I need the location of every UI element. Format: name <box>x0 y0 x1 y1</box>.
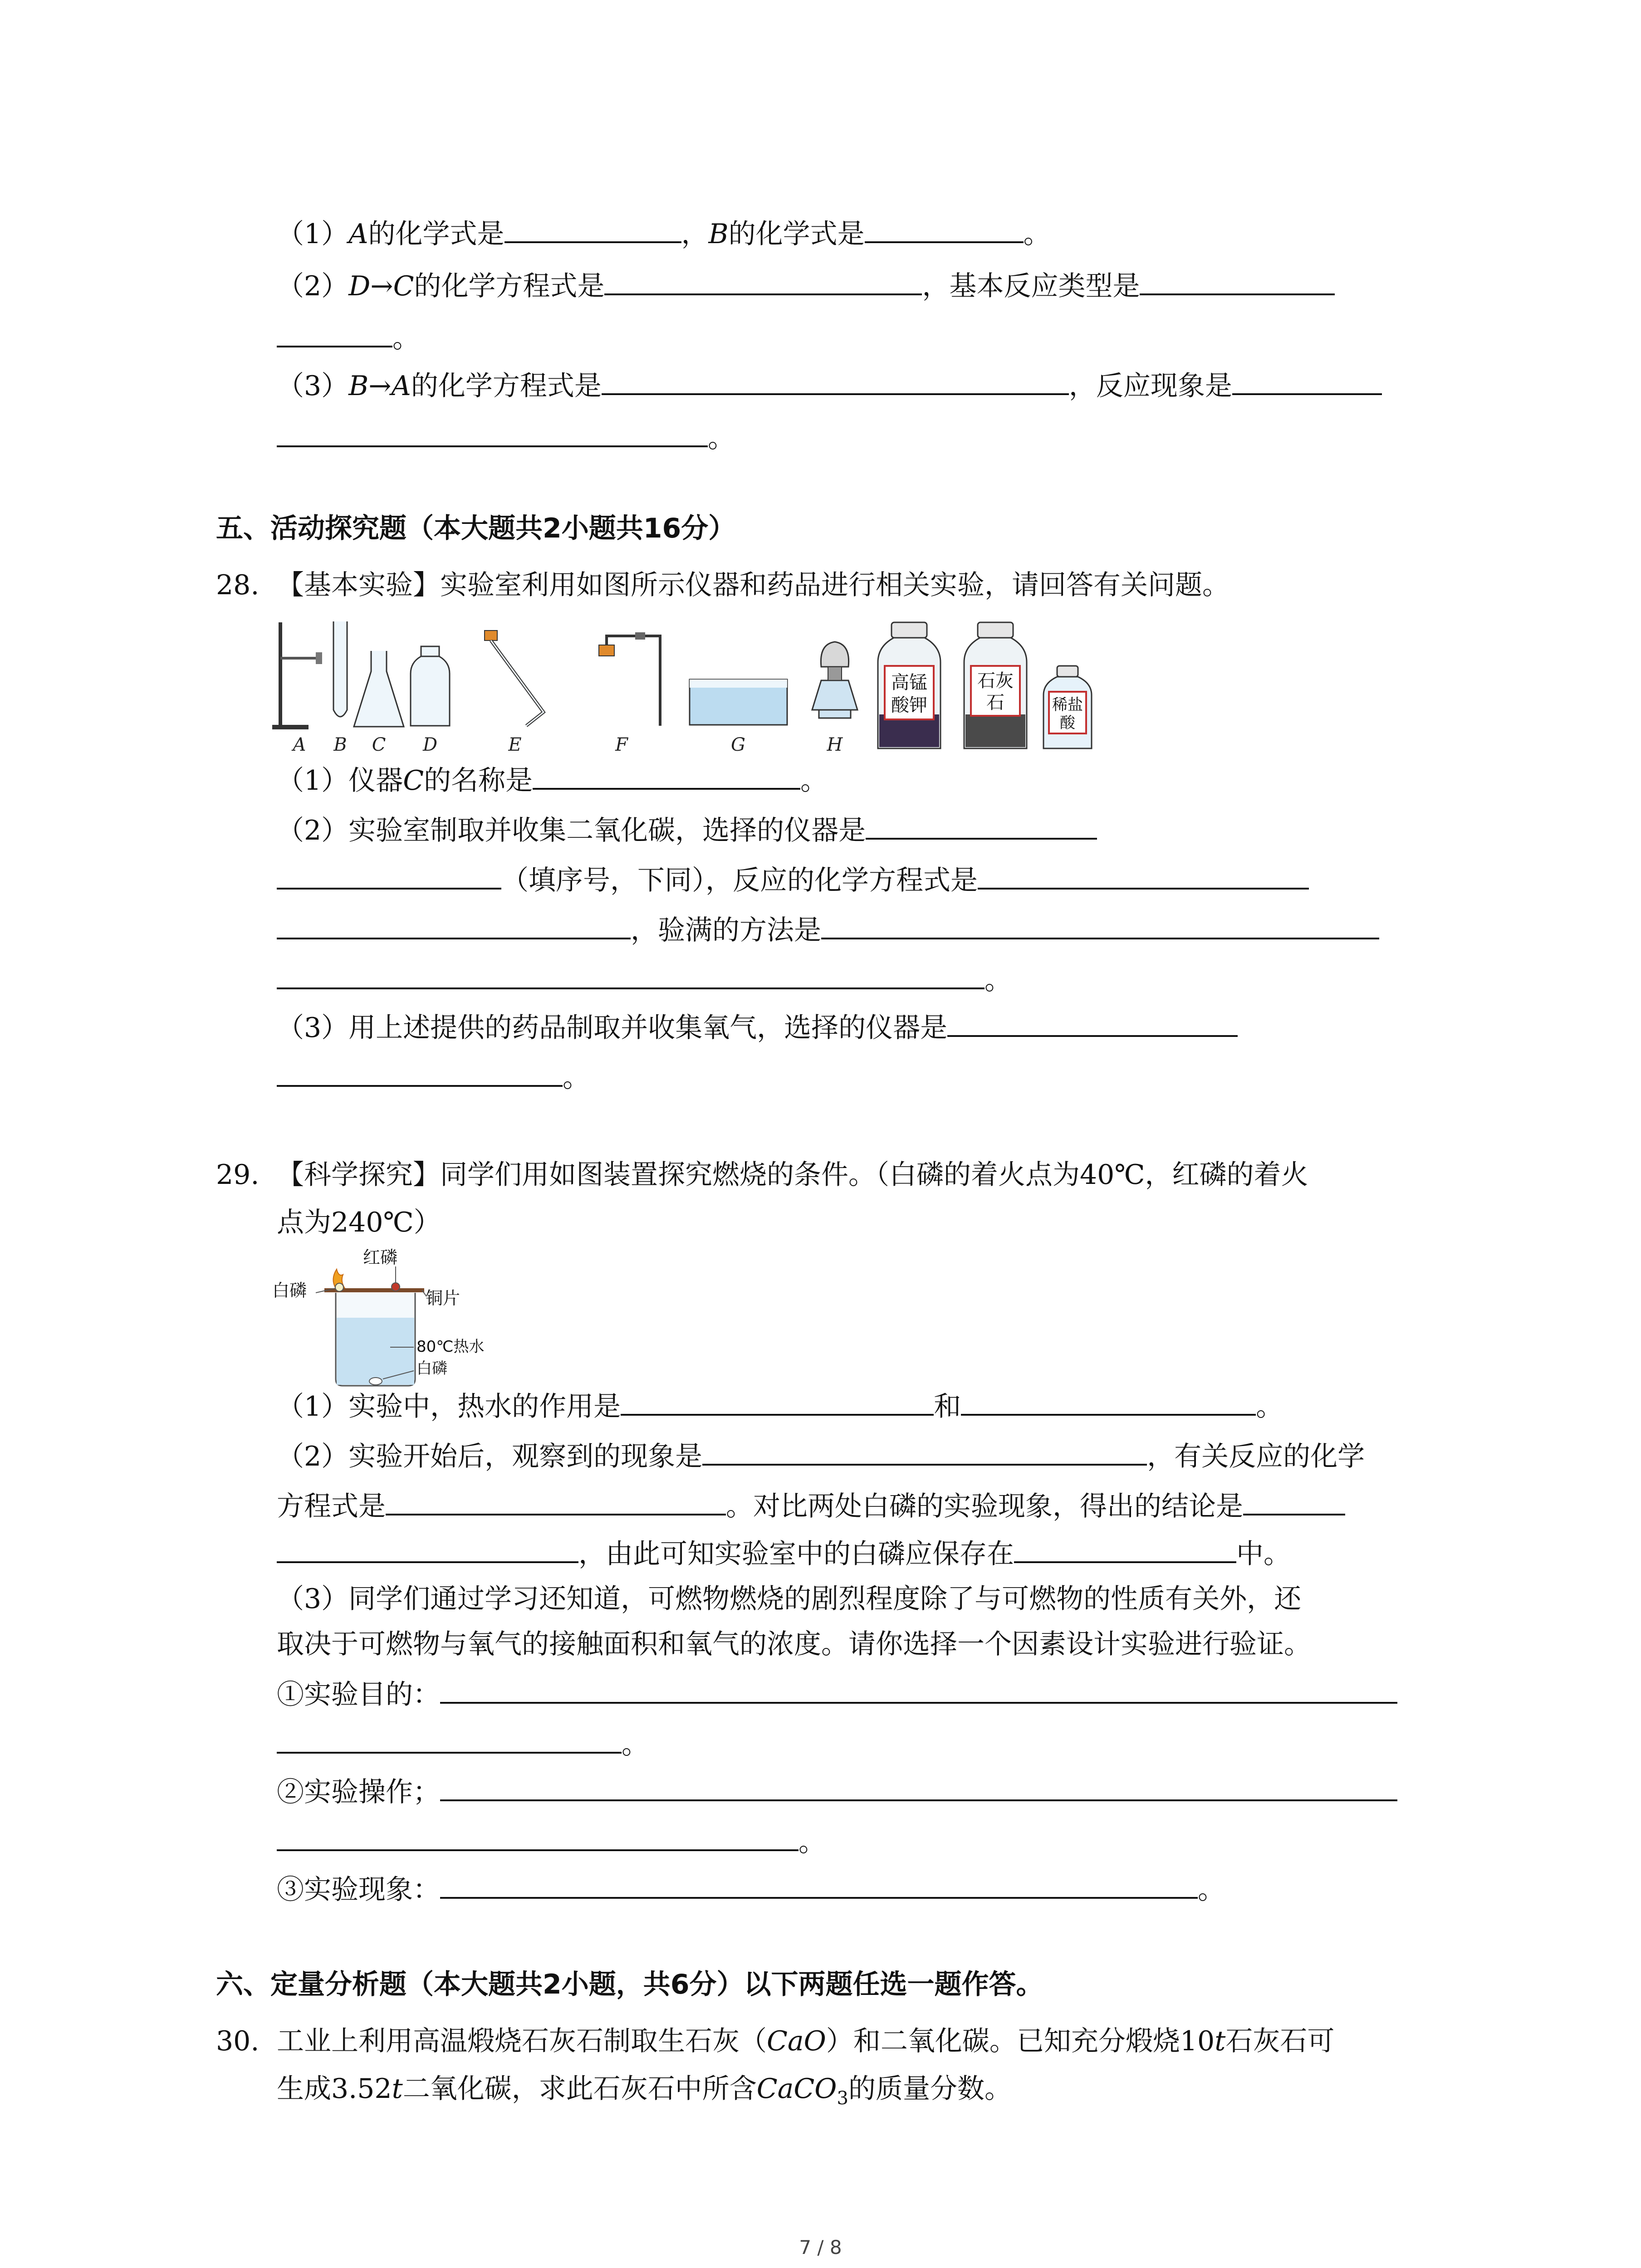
svg-text:80℃热水: 80℃热水 <box>416 1338 485 1356</box>
answer-blank[interactable] <box>1232 365 1382 395</box>
answer-blank[interactable] <box>277 1724 622 1754</box>
q29-stem-line2: 点为240℃） <box>277 1207 441 1238</box>
label-E: E <box>508 734 522 755</box>
q27-part3: （3）B→A的化学方程式是 ，反应现象是 <box>277 365 1382 406</box>
answer-blank[interactable] <box>386 1486 726 1515</box>
answer-blank[interactable] <box>277 860 501 890</box>
svg-text:铜片: 铜片 <box>426 1288 460 1308</box>
q27-part3-cont: 。 <box>277 417 735 459</box>
label-G: G <box>731 734 745 755</box>
label-F: F <box>615 734 628 755</box>
q29-step1-cont: 。 <box>277 1724 649 1765</box>
q29-part1: （1）实验中，热水的作用是 和 。 <box>277 1386 1283 1427</box>
q28-part2-cont1: （填序号，下同），反应的化学方程式是 <box>277 860 1309 901</box>
gas-bottle-icon <box>411 646 450 726</box>
q28-stem: 28. 【基本实验】实验室利用如图所示仪器和药品进行相关实验，请回答有关问题。 <box>216 569 1230 601</box>
answer-blank[interactable] <box>440 1674 1397 1704</box>
q29-part3-line2: 取决于可燃物与氧气的接触面积和氧气的浓度。请你选择一个因素设计实验进行验证。 <box>277 1628 1311 1660</box>
q29-step2: ②实验操作； <box>277 1771 1397 1813</box>
section6-title: 六、定量分析题（本大题共2小题，共6分）以下两题任选一题作答。 <box>216 1969 1043 2000</box>
svg-text:石灰: 石灰 <box>977 670 1014 691</box>
answer-blank[interactable] <box>866 810 1097 840</box>
answer-blank[interactable] <box>602 365 1069 395</box>
answer-blank[interactable] <box>277 318 392 347</box>
svg-text:石: 石 <box>986 692 1004 713</box>
q29-stem-line1: 29. 【科学探究】同学们用如图装置探究燃烧的条件。（白磷的着火点为40℃，红磷的着火 <box>216 1159 1308 1191</box>
q29-part2: （2）实验开始后，观察到的现象是 ，有关反应的化学 <box>277 1436 1365 1477</box>
beaker-icon <box>336 1293 415 1386</box>
q29-part2-cont2: ，由此可知实验室中的白磷应保存在 中。 <box>277 1533 1291 1574</box>
label-A: A <box>293 734 306 755</box>
q28-part2: （2）实验室制取并收集二氧化碳，选择的仪器是 <box>277 810 1097 851</box>
answer-blank[interactable] <box>533 760 800 790</box>
label-D: D <box>422 734 438 755</box>
svg-text:酸: 酸 <box>1060 714 1075 732</box>
answer-blank[interactable] <box>440 1771 1397 1801</box>
section5-title: 五、活动探究题（本大题共2小题共16分） <box>216 513 736 544</box>
reagent-bottle-kmno4 <box>878 622 941 748</box>
alcohol-lamp-icon <box>812 642 857 718</box>
answer-blank[interactable] <box>277 1057 563 1087</box>
q29-part2-cont1: 方程式是 。对比两处白磷的实验现象，得出的结论是 <box>277 1486 1345 1527</box>
svg-text:红磷: 红磷 <box>363 1247 398 1267</box>
q30-line1: 30. 工业上利用高温煅烧石灰石制取生石灰（CaO）和二氧化碳。已知充分煅烧10t石灰石可 <box>216 2025 1335 2057</box>
water-trough-icon <box>690 679 787 725</box>
q28-part2-cont3: 。 <box>277 959 1012 1001</box>
answer-blank[interactable] <box>277 417 708 447</box>
reagent-bottle-limestone <box>964 622 1027 748</box>
q27-p1-label: （1） <box>277 218 349 250</box>
answer-blank[interactable] <box>440 1869 1198 1899</box>
label-B: B <box>333 734 347 755</box>
q29-combustion-figure <box>272 1243 526 1397</box>
answer-blank[interactable] <box>604 265 922 295</box>
answer-blank[interactable] <box>1243 1486 1345 1515</box>
reagent-bottle-hcl <box>1043 666 1092 748</box>
answer-blank[interactable] <box>1140 265 1335 295</box>
q29-step3: ③实验现象： 。 <box>277 1869 1225 1910</box>
answer-blank[interactable] <box>505 213 681 243</box>
svg-text:酸钾: 酸钾 <box>891 695 927 716</box>
q30-line2: 生成3.52t二氧化碳，求此石灰石中所含CaCO$_3$的质量分数。 <box>277 2073 1012 2109</box>
q27-part1: （1）A的化学式是 ，B的化学式是 。 <box>277 213 1051 254</box>
q29-step1: ①实验目的： <box>277 1674 1397 1715</box>
label-C: C <box>372 734 386 755</box>
answer-blank[interactable] <box>821 909 1379 939</box>
answer-blank[interactable] <box>277 909 631 939</box>
q29-step2-cont: 。 <box>277 1821 826 1862</box>
answer-blank[interactable] <box>277 1821 798 1851</box>
answer-blank[interactable] <box>961 1386 1256 1416</box>
q27-part2-cont: 。 <box>277 318 420 359</box>
q28-part3-cont: 。 <box>277 1057 590 1098</box>
svg-text:白磷: 白磷 <box>416 1359 447 1378</box>
q28-part1: （1）仪器C的名称是 。 <box>277 760 828 801</box>
answer-blank[interactable] <box>702 1436 1147 1466</box>
iron-stand-icon <box>272 622 322 729</box>
answer-blank[interactable] <box>277 1533 578 1563</box>
test-tube-icon <box>333 621 347 717</box>
answer-blank[interactable] <box>978 860 1309 890</box>
answer-blank[interactable] <box>1014 1533 1236 1563</box>
svg-text:高锰: 高锰 <box>891 672 927 693</box>
answer-blank[interactable] <box>621 1386 934 1416</box>
page-number: 7 / 8 <box>799 2236 842 2258</box>
q28-part3: （3）用上述提供的药品制取并收集氧气，选择的仪器是 <box>277 1007 1238 1048</box>
answer-blank[interactable] <box>277 959 985 989</box>
q28-apparatus-figure <box>272 612 1143 762</box>
stopper-tube-icon <box>485 631 544 726</box>
q27-part2: （2）D→C的化学方程式是 ，基本反应类型是 <box>277 265 1335 307</box>
q29-part3-line1: （3）同学们通过学习还知道，可燃物燃烧的剧烈程度除了与可燃物的性质有关外，还 <box>277 1583 1302 1615</box>
answer-blank[interactable] <box>947 1007 1238 1037</box>
label-H: H <box>827 734 843 755</box>
svg-text:稀盐: 稀盐 <box>1052 696 1083 714</box>
conical-flask-icon <box>354 651 404 727</box>
q28-part2-cont2: ，验满的方法是 <box>277 909 1379 951</box>
answer-blank[interactable] <box>865 213 1024 243</box>
svg-text:白磷: 白磷 <box>272 1281 307 1300</box>
delivery-tube-icon <box>599 632 660 726</box>
